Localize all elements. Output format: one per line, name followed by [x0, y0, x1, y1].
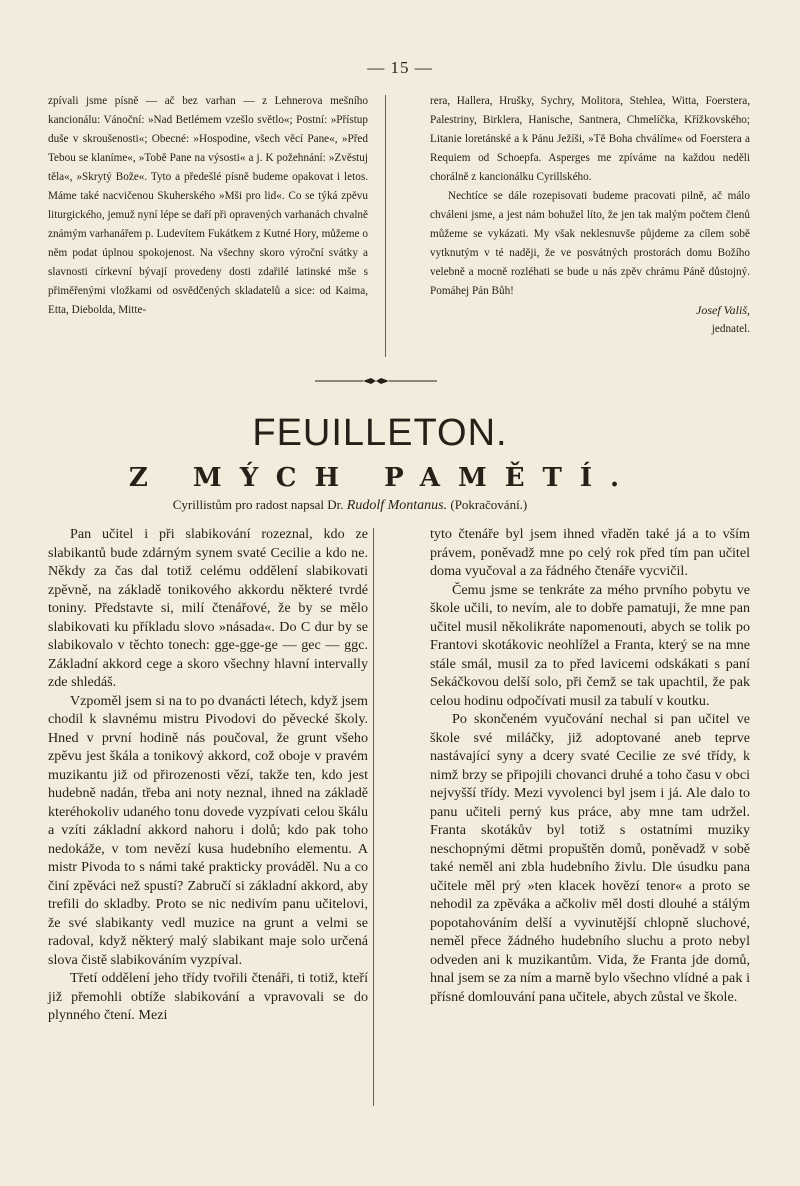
signature: Josef Vališ,: [696, 303, 750, 317]
report-left-column: [48, 92, 368, 339]
article-left-paragraph-2: Vzpoměl jsem si na to po dvanácti létech, když jsem chodil k slavnému mistru Pivodovi do pěvecké školy. Hned v první hodině nás poučoval, že grunt všeho zpěvu jest škála a tonikový akkord, což oboje v pravém muzikantu již od přirozenosti vězí, takže ten, kdo jest hudebně nadán, třeba ani noty neznal, ihned na základě kteréhokoliv udaného tonu dovede vyzpívati celou škálu a vzíti základní akkord nahoru i dolů; kdo pak toho nedokáže, v tom nevězí kusa hudebního elementu. A mistr Pivoda to s námi také prakticky prováděl. Nu a co činí zpěváci než spustí? Zabručí si základní akkord, aby trefili do skladby. Proto se nic nedivím panu učitelovi, že své slabikanty vedl muzice na grunt a velmi se radoval, když některý malý slabikant maje solo určená slova čistě slabikováním vyzpíval.: [48, 692, 368, 968]
article-right-paragraph-2: Čemu jsme se tenkráte za mého prvního pobytu ve škole učili, to nevím, ale to dobře pamatuji, že mne pan učitel musil několikráte napomenouti, abych se tolik po Frantovi skotákovic neohlížel a Franta, který se na mne stále smál, musil za to před lavicemi odskákati s paní Sekáčkovou delší solo, při čemž se tak upachtil, že pak celou hodinu odpočívati musil za tabulí v koutku.: [430, 581, 750, 709]
column-divider-top: [385, 95, 386, 357]
article-left-column: [48, 525, 368, 1025]
report-columns: [48, 92, 750, 339]
report-right-paragraph-1: rera, Hallera, Hrušky, Sychry, Molitora, Stehlea, Witta, Foerstera, Palestriny, Birklera, Hanische, Santnera, Chmelíčka, Křížkovského; Litanie loretánské a k Pánu Ježíši, »Tě Boha chválíme« od Foerstera a Requiem od Schoepfa. Asperges me zpíváme na každou neděli chorálně z kancionálku Cyrillského.: [430, 95, 750, 183]
article-left-paragraph-3: Třetí oddělení jeho třídy tvořili čtenáři, ti totiž, kteří již přemohli obtíže slabikování a vpravovali se do plynného čtení. Mezi: [48, 970, 368, 1023]
byline-suffix: (Pokračování.): [450, 497, 528, 512]
page-number: — 15 —: [367, 58, 433, 77]
signature-position: jednatel.: [711, 323, 750, 335]
article-title: Z MÝCH PAMĚTÍ.: [128, 463, 638, 493]
ornament-divider: [315, 375, 437, 387]
report-right-column: [430, 92, 750, 339]
article-right-paragraph-1: tyto čtenáře byl jsem ihned vřaděn také já a to vším právem, poněvadž mne po celý rok před tím pan učitel doma vyučoval a za řádného čtenáře vycvičil.: [430, 526, 750, 579]
report-right-paragraph-2: Nechtíce se dále rozepisovati budeme pracovati pilně, ač málo chváleni jsme, a jest nám bohužel líto, že jen tak malým počtem členů můžeme se vykázati. My však neklesnuvše půjdeme za cílem sobě vytknutým v té naději, že ve posvátných prostorách domu Božího velebně a mocně rozléhati se bude u nás zpěv chrámu Páně důstojný. Pomáhej Pán Bůh!: [430, 190, 750, 297]
column-divider-bottom: [373, 528, 374, 1106]
article-left-paragraph-1: Pan učitel i při slabikování rozeznal, kdo ze slabikantů bude zdárným synem svaté Cecilie a kdo ne. Někdy za čas dal totiž celému oddělení slabikovati zpěvně, na základě tonikového akkordu některé tvrdé toniny. Představte si, milí čtenářové, že by se mělo slabikovati ku příkladu slovo »násada«. Do C dur by se slabikovalo v těchto tonech: gge-gge-ge — gec — ggc. Základní akkord cege a skoro všechny hlavní intervally zde shledáš.: [48, 526, 368, 690]
report-left-text: zpívali jsme písně — ač bez varhan — z Lehnerova mešního kancionálu: Vánoční: »Nad Betlémem vzešlo světlo«; Postní: »Přístup duše v skroušenosti«; Obecné: »Hospodine, všech věcí Pane«, »Před Tebou se klaníme«, »Tobě Pane na výsosti« a j. K požehnání: »Zvěstuj těla«, »Skrytý Bože«. Tyto a předešlé písně budeme opakovat i letos. Máme také nacvičenou Skuherského »Mši pro lid«. Co se týká zpěvu liturgického, jemuž nyní lépe se daří při opravených varhanách chvalně známým varhanářem p. Ludevítem Fukátkem z Kutné Hory, můžeme o něm podat úplnou spokojenost. Na všechny skoro výroční svátky a slavnosti církevní bývají provedeny dosti zdařilé latinské mše s přiměřenými vložkami od osvědčených skladatelů a sice: od Kaima, Etta, Diebolda, Mitte-: [48, 95, 368, 316]
article-right-paragraph-3: Po skončeném vyučování nechal si pan učitel ve škole své miláčky, již adoptované aneb teprve nastávající syny a dcery svaté Cecilie ze své třídy, k nimž brzy se připojili chovanci druhé a toho času v obci nejvyšší třídy. Mezi vyvolenci byl jsem i já. Ale dalo to panu učiteli perný kus práce, aby mne tam udržel. Franta skotákův byl totiž s ostatními muziky neschopnými dětmi propuštěn domů, poněvadž v sobě také neměl ani zbla hudebního živlu. Dle úsudku pana učitele měl prý »ten klacek hovězí tenor« a proto se nehodil za zpěváka a ačkoliv měl dosti dlouhé a stálým popotahováním delší a vyvinutější chlopně sluchové, neměl přece žádného hudebního sluchu a proto nebyl odveden ani k muzikantům. Vida, že Franta jde domů, hnal jsem se za ním a marně bylo všechno vlídné a pak i přísné domlouvání pana učitele, abych zůstal ve škole.: [430, 711, 750, 1005]
article-columns: [48, 525, 750, 1025]
article-right-column: [430, 525, 750, 1025]
byline: [0, 497, 700, 514]
byline-author: Rudolf Montanus.: [346, 498, 448, 513]
feuilleton-heading: FEUILLETON.: [252, 412, 508, 454]
byline-prefix: Cyrillistům pro radost napsal Dr.: [172, 497, 344, 512]
